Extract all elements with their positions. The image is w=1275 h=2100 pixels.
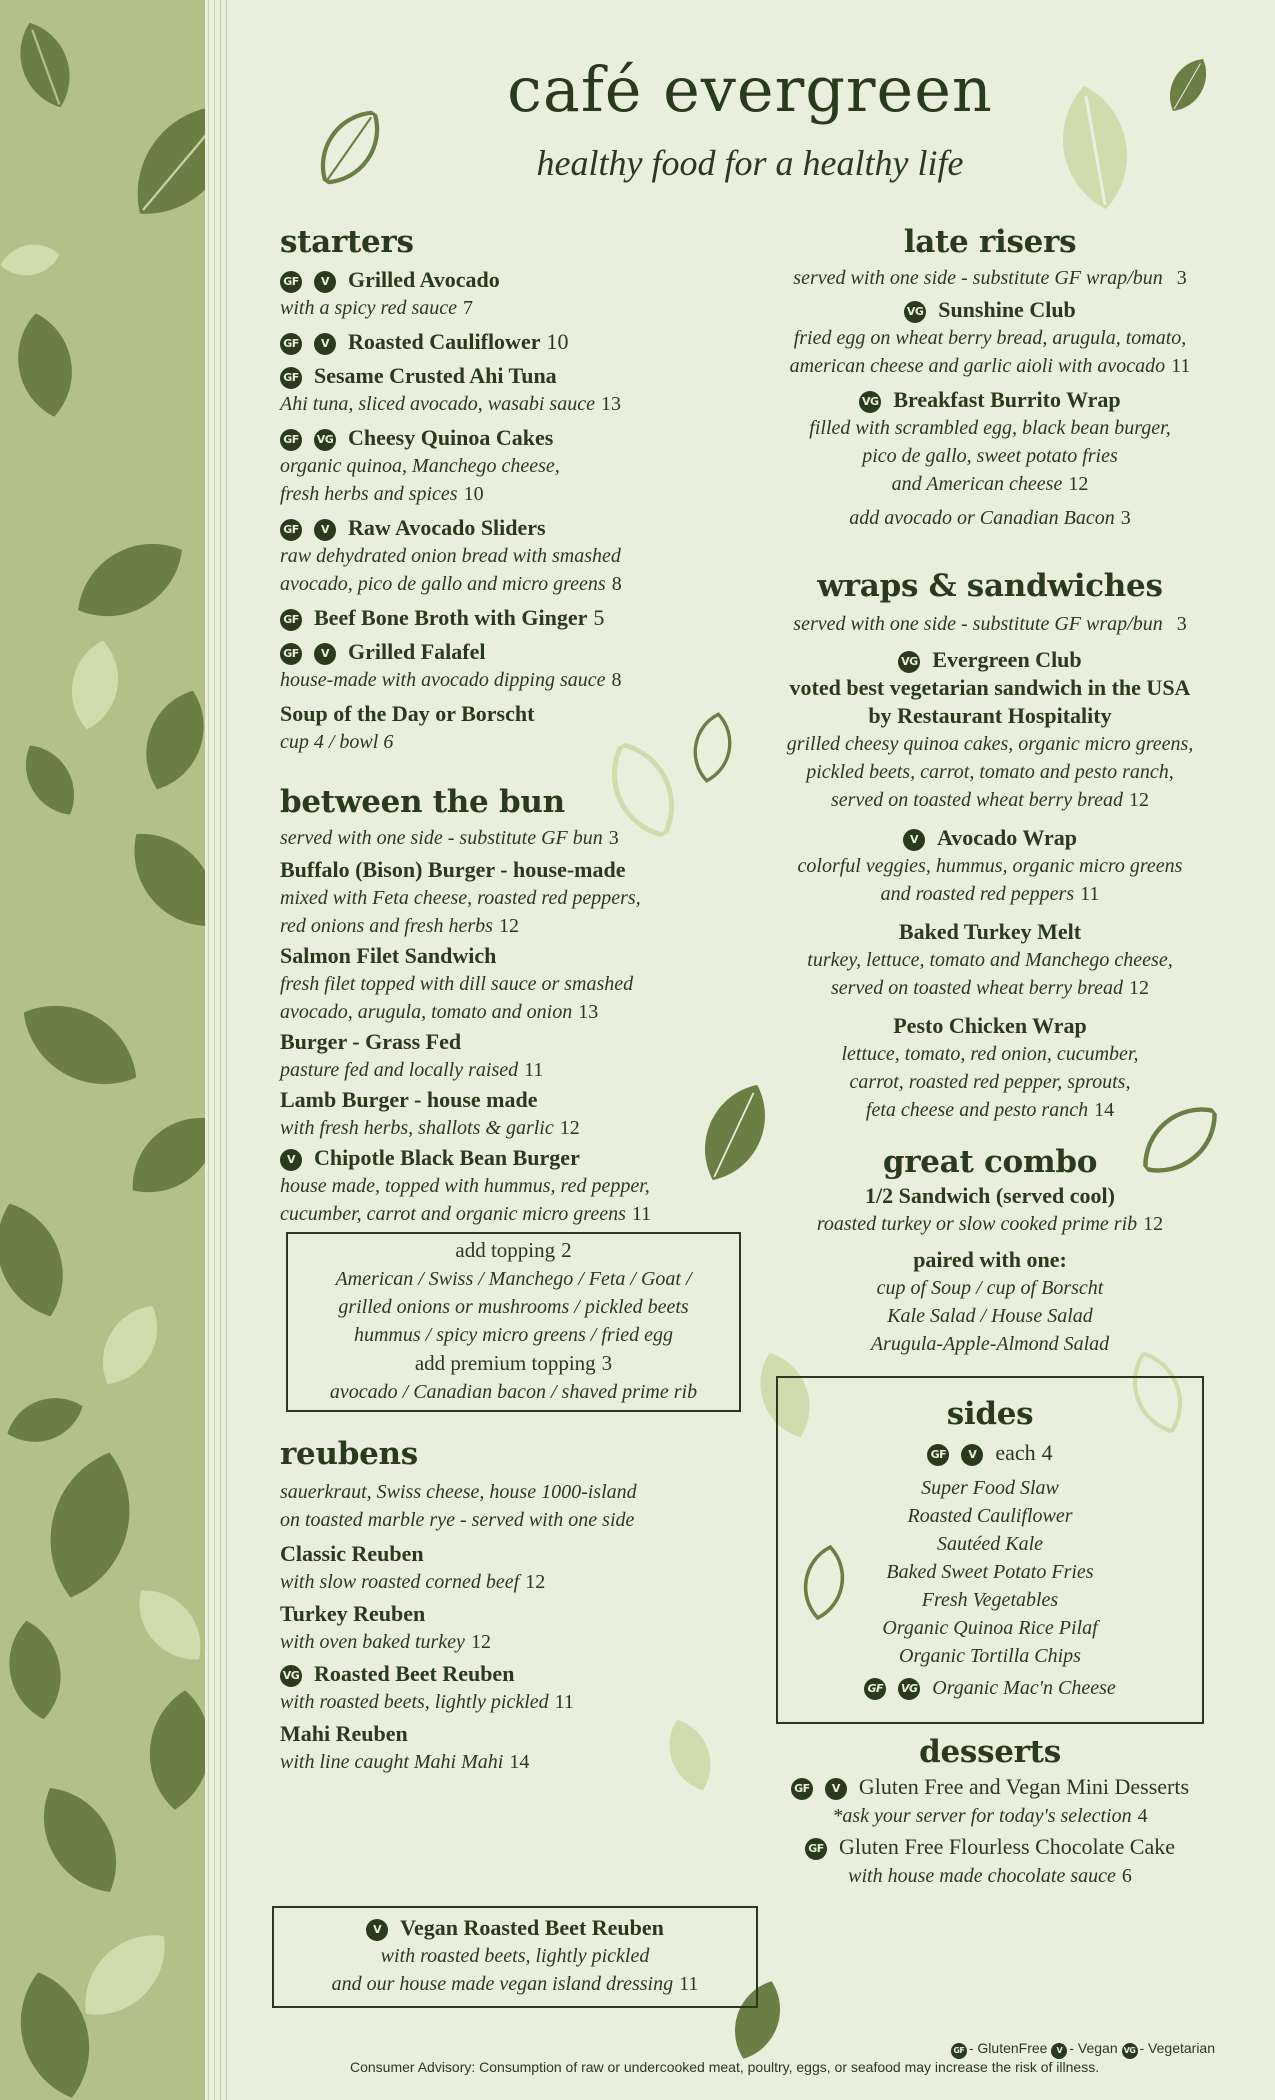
item-name: Chipotle Black Bean Burger	[314, 1145, 580, 1170]
menu-item	[280, 638, 750, 694]
section-note: sauerkraut, Swiss cheese, house 1000-island	[280, 1481, 637, 1503]
combo-option: cup of Soup / cup of Borscht	[876, 1277, 1104, 1299]
note-price: 3	[1176, 613, 1187, 635]
item-name: Classic Reuben	[280, 1541, 424, 1566]
section-title: starters	[280, 224, 414, 260]
menu-header	[380, 50, 1120, 184]
vegan-badge-icon: V	[314, 271, 336, 293]
item-desc: house-made with avocado dipping sauce	[280, 669, 606, 691]
item-name: Vegan Roasted Beet Reuben	[400, 1915, 664, 1940]
vegan-badge-icon: V	[314, 333, 336, 355]
item-name: Gluten Free and Vegan Mini Desserts	[858, 1774, 1190, 1799]
premium-topping-label: add premium topping	[414, 1351, 596, 1375]
item-desc: Ahi tuna, sliced avocado, wasabi sauce	[280, 393, 595, 415]
item-price: 5	[593, 605, 605, 630]
left-column	[280, 222, 750, 1782]
item-desc: pico de gallo, sweet potato fries	[862, 445, 1118, 467]
menu-item	[280, 1660, 750, 1716]
menu-item	[280, 856, 750, 940]
item-price: 14	[509, 1751, 530, 1773]
item-price: 10	[546, 329, 569, 354]
addon-price: 3	[1120, 507, 1131, 529]
section-wraps-sandwiches	[750, 566, 1230, 1124]
item-desc: mixed with Feta cheese, roasted red peppers,	[280, 887, 641, 909]
item-desc: colorful veggies, hummus, organic micro greens	[797, 855, 1183, 877]
combo-desc: roasted turkey or slow cooked prime rib	[816, 1213, 1138, 1235]
section-late-risers	[750, 222, 1230, 532]
addon-label: add avocado or Canadian Bacon	[849, 507, 1115, 529]
gluten-free-badge-icon: GF	[805, 1838, 827, 1860]
section-note: on toasted marble rye - served with one side	[280, 1509, 635, 1531]
item-desc: and roasted red peppers	[880, 883, 1075, 905]
item-desc: avocado, pico de gallo and micro greens	[280, 573, 606, 595]
section-sides	[776, 1376, 1204, 1724]
legend-gf: - GlutenFree	[968, 2040, 1048, 2056]
gluten-free-badge-icon: GF	[280, 367, 302, 389]
item-name: Pesto Chicken Wrap	[893, 1013, 1087, 1038]
section-note: served with one side - substitute GF bun	[280, 827, 603, 849]
leaf-icon	[98, 71, 205, 249]
item-price: 12	[525, 1571, 546, 1593]
side-item: Roasted Cauliflower	[907, 1505, 1073, 1527]
legend-v: - Vegan	[1069, 2040, 1118, 2056]
item-price: 4	[1137, 1805, 1148, 1827]
menu-item	[280, 1086, 750, 1142]
topping-options: American / Swiss / Manchego / Feta / Goat /	[335, 1268, 692, 1290]
item-desc: with house made chocolate sauce	[848, 1865, 1116, 1887]
menu-item	[750, 918, 1230, 1002]
leaf-icon	[0, 1190, 88, 1330]
topping-options: hummus / spicy micro greens / fried egg	[353, 1324, 674, 1346]
item-desc: lettuce, tomato, red onion, cucumber,	[841, 1043, 1139, 1065]
item-price: 12	[1128, 789, 1149, 811]
menu-item	[280, 942, 750, 1026]
item-price: 12	[1128, 977, 1149, 999]
menu-item	[280, 424, 750, 508]
item-desc: cucumber, carrot and organic micro greens	[280, 1203, 626, 1225]
item-desc: pickled beets, carrot, tomato and pesto ranch,	[806, 761, 1174, 783]
each-label: each	[995, 1440, 1036, 1465]
vegan-badge-icon: V	[1051, 2043, 1067, 2059]
item-desc: raw dehydrated onion bread with smashed	[280, 545, 621, 567]
item-desc: turkey, lettuce, tomato and Manchego cheese,	[807, 949, 1173, 971]
item-name: Salmon Filet Sandwich	[280, 943, 497, 968]
menu-item	[280, 328, 750, 356]
gluten-free-badge-icon: GF	[791, 1778, 813, 1800]
item-desc: with roasted beets, lightly pickled	[380, 1945, 650, 1967]
item-price: 7	[463, 297, 474, 319]
leaf-icon	[73, 1286, 187, 1404]
menu-item	[280, 1540, 750, 1596]
item-desc: american cheese and garlic aioli with avocado	[789, 355, 1166, 377]
section-desserts	[750, 1732, 1230, 1890]
item-desc: avocado, arugula, tomato and onion	[280, 1001, 573, 1023]
gluten-free-badge-icon: GF	[927, 1444, 949, 1466]
item-price: 13	[600, 393, 621, 415]
section-between-the-bun	[280, 782, 750, 1412]
vegetarian-badge-icon: VG	[904, 301, 926, 323]
note-price: 3	[1176, 267, 1187, 289]
vegan-badge-icon: V	[825, 1778, 847, 1800]
item-desc: with oven baked turkey	[280, 1631, 465, 1653]
item-desc: with fresh herbs, shallots & garlic	[280, 1117, 554, 1139]
item-price: 10	[463, 483, 484, 505]
menu-item	[280, 1144, 750, 1228]
item-name: Sunshine Club	[938, 297, 1076, 322]
menu-item	[280, 1600, 750, 1656]
item-price: 6	[1121, 1865, 1132, 1887]
side-item: Super Food Slaw	[921, 1477, 1059, 1499]
item-name: Cheesy Quinoa Cakes	[348, 425, 554, 450]
premium-topping-price: 3	[601, 1351, 613, 1375]
item-desc: cup 4 / bowl 6	[280, 731, 394, 753]
section-reubens	[280, 1434, 750, 1776]
add-topping-price: 2	[561, 1238, 572, 1262]
item-name: Soup of the Day or Borscht	[280, 701, 535, 726]
menu-item	[750, 1012, 1230, 1124]
vegan-reuben-box	[272, 1906, 758, 2008]
restaurant-tagline: healthy food for a healthy life	[536, 143, 964, 183]
menu-item	[280, 1720, 750, 1776]
leaf-icon	[0, 215, 66, 304]
vegetarian-badge-icon: VG	[898, 651, 920, 673]
vegan-badge-icon: V	[903, 829, 925, 851]
item-desc: served on toasted wheat berry bread	[831, 789, 1123, 811]
menu-item	[750, 1832, 1230, 1890]
vegan-badge-icon: V	[314, 643, 336, 665]
item-name: Avocado Wrap	[937, 825, 1077, 850]
toppings-box	[286, 1232, 741, 1412]
item-desc: organic quinoa, Manchego cheese,	[280, 455, 560, 477]
combo-name: 1/2 Sandwich (served cool)	[865, 1183, 1115, 1208]
item-name: Burger - Grass Fed	[280, 1029, 462, 1054]
section-title: between the bun	[280, 784, 565, 820]
item-name: Beef Bone Broth with Ginger	[314, 605, 588, 630]
leaf-icon	[1, 12, 88, 117]
gluten-free-badge-icon: GF	[280, 429, 302, 451]
vegan-badge-icon: V	[280, 1149, 302, 1171]
item-name: Breakfast Burrito Wrap	[893, 387, 1121, 412]
each-price: 4	[1041, 1440, 1053, 1465]
item-price: 13	[578, 1001, 599, 1023]
gluten-free-badge-icon: GF	[280, 271, 302, 293]
item-desc: fresh herbs and spices	[280, 483, 458, 505]
item-price: 11	[524, 1059, 544, 1081]
decorative-leaf-stripe	[0, 0, 205, 2100]
item-price: 11	[1171, 355, 1191, 377]
note-price: 3	[608, 827, 619, 849]
menu-item	[280, 266, 750, 322]
item-name: Mahi Reuben	[280, 1721, 408, 1746]
menu-item	[750, 386, 1230, 498]
item-name: Raw Avocado Sliders	[348, 515, 546, 540]
leaf-icon	[7, 1763, 154, 1917]
paired-label: paired with one:	[913, 1247, 1067, 1272]
add-topping-label: add topping	[455, 1238, 556, 1262]
item-desc: fresh filet topped with dill sauce or smashed	[280, 973, 634, 995]
item-price: 11	[631, 1203, 652, 1225]
item-name: Roasted Cauliflower	[348, 329, 541, 354]
vegan-badge-icon: V	[314, 519, 336, 541]
gluten-free-badge-icon: GF	[951, 2043, 967, 2059]
dietary-legend	[951, 2040, 1215, 2059]
menu-item	[280, 604, 750, 632]
menu-item	[280, 700, 750, 756]
side-item: Organic Quinoa Rice Pilaf	[882, 1617, 1098, 1639]
menu-item	[750, 824, 1230, 908]
section-title: desserts	[919, 1734, 1061, 1770]
item-price: 8	[611, 669, 622, 691]
gluten-free-badge-icon: GF	[280, 333, 302, 355]
vegetarian-badge-icon: VG	[280, 1665, 302, 1687]
item-name: Evergreen Club	[932, 647, 1082, 672]
award-text: voted best vegetarian sandwich in the USA	[789, 675, 1191, 700]
item-desc: and our house made vegan island dressing	[331, 1973, 674, 1995]
menu-item	[750, 1772, 1230, 1830]
item-desc: grilled cheesy quinoa cakes, organic micro greens,	[786, 733, 1194, 755]
menu-item	[280, 514, 750, 598]
decorative-vertical-lines	[205, 0, 233, 2100]
leaf-icon	[0, 1615, 78, 1726]
vegetarian-badge-icon: VG	[1122, 2043, 1138, 2059]
item-price: 8	[611, 573, 622, 595]
section-title: sides	[946, 1396, 1034, 1432]
leaf-icon	[122, 672, 205, 809]
premium-topping-options: avocado / Canadian bacon / shaved prime rib	[329, 1381, 698, 1403]
item-desc: pasture fed and locally raised	[280, 1059, 519, 1081]
item-name: Baked Turkey Melt	[898, 919, 1082, 944]
section-note: served with one side - substitute GF wrap/bun	[793, 613, 1163, 635]
section-title: reubens	[280, 1436, 418, 1472]
leaf-icon	[1, 305, 89, 425]
item-name: Grilled Avocado	[348, 267, 500, 292]
restaurant-title: café evergreen	[507, 53, 993, 126]
gluten-free-badge-icon: GF	[864, 1678, 886, 1700]
menu-item	[280, 362, 750, 418]
item-desc: red onions and fresh herbs	[280, 915, 493, 937]
item-desc: *ask your server for today's selection	[832, 1805, 1132, 1827]
side-item: Fresh Vegetables	[921, 1589, 1059, 1611]
item-name: Sesame Crusted Ahi Tuna	[314, 363, 557, 388]
leaf-icon	[1153, 45, 1223, 126]
item-name: Gluten Free Flourless Chocolate Cake	[838, 1834, 1176, 1859]
item-price: 11	[1080, 883, 1100, 905]
section-title: late risers	[903, 224, 1077, 260]
item-price: 11	[679, 1973, 699, 1995]
leaf-icon	[4, 730, 96, 829]
side-item: Sautéed Kale	[936, 1533, 1044, 1555]
section-great-combo	[750, 1142, 1230, 1358]
right-column	[750, 222, 1230, 1896]
side-item: Baked Sweet Potato Fries	[886, 1561, 1094, 1583]
combo-price: 12	[1143, 1213, 1164, 1235]
menu-item	[750, 296, 1230, 380]
vegetarian-badge-icon: VG	[859, 391, 881, 413]
item-name: Roasted Beet Reuben	[314, 1661, 515, 1686]
item-price: 12	[1068, 473, 1089, 495]
section-title: wraps & sandwiches	[817, 568, 1163, 604]
side-item: Organic Mac'n Cheese	[932, 1677, 1116, 1699]
item-price: 14	[1094, 1099, 1115, 1121]
vegetarian-badge-icon: VG	[898, 1678, 920, 1700]
item-price: 12	[498, 915, 519, 937]
item-name: Grilled Falafel	[348, 639, 486, 664]
gluten-free-badge-icon: GF	[280, 609, 302, 631]
combo-option: Arugula-Apple-Almond Salad	[870, 1333, 1110, 1355]
legend-vg: - Vegetarian	[1139, 2040, 1215, 2056]
item-price: 11	[554, 1691, 574, 1713]
item-name: Buffalo (Bison) Burger - house-made	[280, 857, 626, 882]
award-text: by Restaurant Hospitality	[868, 703, 1112, 728]
menu-item	[280, 1028, 750, 1084]
leaf-icon	[22, 1440, 157, 1611]
leaf-icon	[102, 805, 205, 955]
item-price: 12	[559, 1117, 580, 1139]
item-desc: with slow roasted corned beef	[280, 1571, 520, 1593]
gluten-free-badge-icon: GF	[280, 643, 302, 665]
item-desc: feta cheese and pesto ranch	[865, 1099, 1089, 1121]
leaf-icon	[134, 1677, 205, 1823]
menu-item	[750, 646, 1230, 814]
item-desc: filled with scrambled egg, black bean burger,	[809, 417, 1171, 439]
vegan-badge-icon: V	[366, 1919, 388, 1941]
vegetarian-badge-icon: VG	[314, 429, 336, 451]
section-title: great combo	[882, 1144, 1098, 1180]
gluten-free-badge-icon: GF	[280, 519, 302, 541]
item-name: Lamb Burger - house made	[280, 1087, 538, 1112]
item-desc: with line caught Mahi Mahi	[280, 1751, 504, 1773]
item-desc: and American cheese	[891, 473, 1063, 495]
topping-options: grilled onions or mushrooms / pickled beets	[338, 1296, 689, 1318]
section-starters	[280, 222, 750, 756]
section-note: served with one side - substitute GF wrap/bun	[793, 267, 1163, 289]
item-desc: carrot, roasted red pepper, sprouts,	[849, 1071, 1131, 1093]
side-item: Organic Tortilla Chips	[899, 1645, 1081, 1667]
leaf-icon	[0, 969, 161, 1121]
item-desc: house made, topped with hummus, red pepper,	[280, 1175, 650, 1197]
combo-option: Kale Salad / House Salad	[887, 1305, 1093, 1327]
item-desc: fried egg on wheat berry bread, arugula, tomato,	[793, 327, 1187, 349]
item-name: Turkey Reuben	[280, 1601, 426, 1626]
vegan-badge-icon: V	[961, 1444, 983, 1466]
item-desc: with a spicy red sauce	[280, 297, 458, 319]
leaf-icon	[53, 635, 138, 736]
item-desc: served on toasted wheat berry bread	[831, 977, 1123, 999]
consumer-advisory: Consumer Advisory: Consumption of raw or undercooked meat, poultry, eggs, or seafood may increase the risk of illness.	[350, 2059, 1100, 2075]
item-desc: with roasted beets, lightly pickled	[280, 1691, 549, 1713]
item-price: 12	[470, 1631, 491, 1653]
